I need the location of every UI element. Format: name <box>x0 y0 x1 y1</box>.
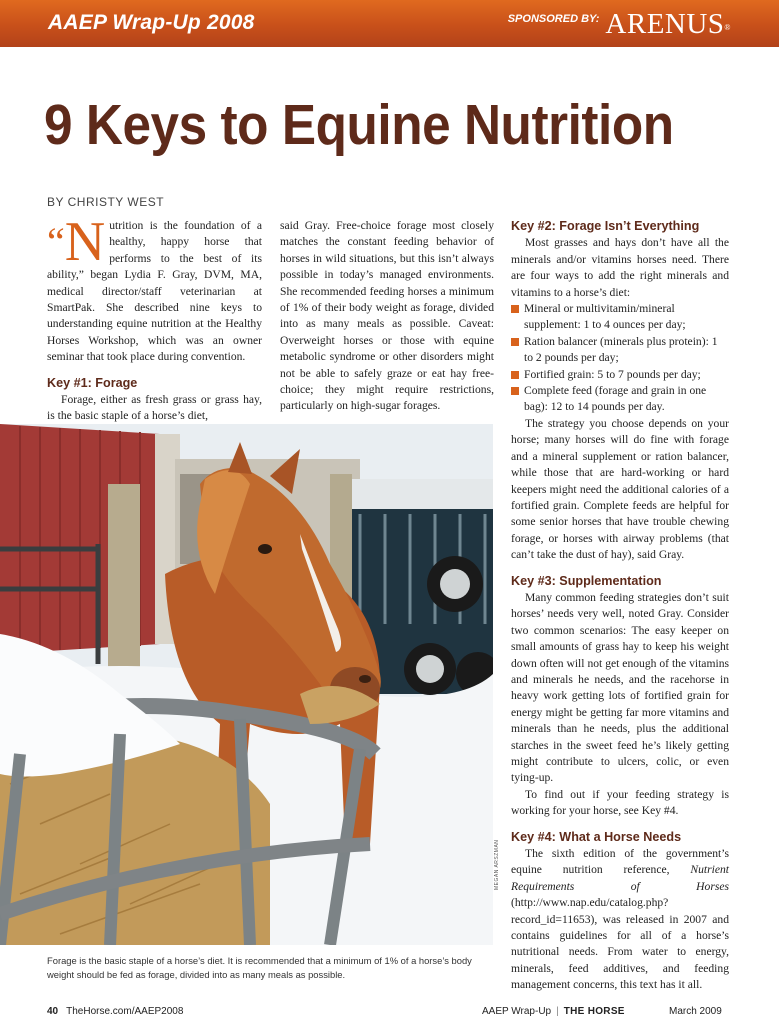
book-title: Nutrient Requirements of Horses <box>511 863 729 893</box>
key1-text: Forage, either as fresh grass or grass hay, is the basic staple of a horse’s diet, <box>47 393 262 423</box>
drop-cap-letter: N <box>64 211 106 273</box>
banner-title: AAEP Wrap-Up 2008 <box>48 11 255 34</box>
sponsor-block <box>508 8 731 40</box>
sponsor-label: SPONSORED BY: <box>507 13 600 25</box>
bullet-item: Fortified grain: 5 to 7 pounds per day; <box>511 367 729 383</box>
bullet-item: Mineral or multivitamin/mineral supplement: 1 to 4 ounces per day; <box>511 301 729 334</box>
column-2 <box>280 218 494 415</box>
key2-intro: Most grasses and hays don’t have all the minerals and/or vitamins horses need. There are four ways to add the right minerals and vitamins to a horse’s diet: <box>511 236 729 299</box>
key4-text <box>511 846 729 994</box>
footer-section: AAEP Wrap-Up <box>482 1006 552 1017</box>
registered-mark: ® <box>724 23 731 32</box>
column-3 <box>511 218 729 994</box>
drop-cap-quote: “ <box>47 219 65 264</box>
bullet-item: Ration balancer (minerals plus protein): 1 to 2 pounds per day; <box>511 334 729 367</box>
intro-text: utrition is the foundation of a healthy, happy horse that performs to the best of its ability,” began Lydia F. Gray, DVM, MA, medical director/staff veterinarian at SmartPak. She described nine keys to understanding equine nutrition at the Healthy Horses Workshop, which was an owner seminar that took place during convention. <box>47 219 262 364</box>
footer-url: TheHorse.com/AAEP2008 <box>66 1006 184 1017</box>
key2-outro: The strategy you choose depends on your horse; many horses will do fine with forage and a mineral supplement or ration balancer, while those that are hard-working or hard keepers might need the additional calories of a fortified grain. Complete feeds are helpful for some senior horses that have trouble chewing forage, or horses with airway problems (that can’t take the dust of hay), said Gray. <box>511 416 729 562</box>
column-1 <box>47 211 262 425</box>
intro-paragraph <box>47 211 262 366</box>
article-headline: 9 Keys to Equine Nutrition <box>44 93 674 157</box>
key4-text-post: (http://www.nap.edu/catalog.php?record_id=11653), was released in 2007 and contains guidelines for all of a horse’s nutritional needs. From water to energy, minerals, feed additives, and feeding management concerns, this text has it all. <box>511 896 729 992</box>
footer-left <box>47 1006 183 1017</box>
sponsor-logo <box>605 8 731 40</box>
bullet-item: Complete feed (forage and grain in one bag): 12 to 14 pounds per day. <box>511 383 729 416</box>
horse-photo <box>0 424 493 945</box>
key4-heading: Key #4: What a Horse Needs <box>511 829 682 844</box>
key3-heading: Key #3: Supplementation <box>511 573 662 588</box>
key2-heading: Key #2: Forage Isn’t Everything <box>511 219 700 233</box>
byline: BY CHRISTY WEST <box>47 195 165 209</box>
sponsor-name: ARENUS <box>605 8 725 40</box>
key4-text-pre: The sixth edition of the government’s equine nutrition reference, <box>511 847 729 877</box>
header-banner <box>0 0 779 47</box>
magazine-name: THE HORSE <box>563 1006 625 1017</box>
footer-date: March 2009 <box>669 1006 722 1017</box>
photo-credit: MEGAN ARSZMAN <box>494 839 500 890</box>
horse-eating-hay-image <box>0 424 493 945</box>
key1-continued-text: said Gray. Free-choice forage most closely matches the constant feeding behavior of horses in wild situations, but this isn’t always possible in today’s managed environments. She recommended feeding horses a minimum of 1% of their body weight as forage, divided into as many meals as possible. Caveat: Overweight horses or those with equine metabolic syndrome or other disorders might not be able to safely graze or eat hay free-choice; they might require restrictions, particularly on high-sugar forages. <box>280 219 494 413</box>
footer-middle <box>482 1006 625 1017</box>
drop-cap <box>47 211 106 273</box>
page-number: 40 <box>47 1006 59 1017</box>
key3-text: Many common feeding strategies don’t suit horses’ needs very well, noted Gray. Consider two common scenarios: The easy keeper on small amounts of grass hay to keep his weight down often will not get enough of the vitamins and minerals he needs, and the racehorse in heavy work getting lots of fortified grain for energy might be getting far more vitamins and minerals than he needs, plus the additional starches in the sweet feed he’s likely getting might contribute to ulcers, colic, or even tying-up. <box>511 590 729 785</box>
key2-bullet-list <box>511 301 729 416</box>
footer-separator: | <box>556 1006 559 1017</box>
key3-text-2: To find out if your feeding strategy is working for your horse, see Key #4. <box>511 787 729 818</box>
photo-caption: Forage is the basic staple of a horse’s diet. It is recommended that a minimum of 1% of a horse’s body weight should be fed as forage, divided into as many meals as possible. <box>47 955 472 980</box>
key1-heading: Key #1: Forage <box>47 375 138 390</box>
